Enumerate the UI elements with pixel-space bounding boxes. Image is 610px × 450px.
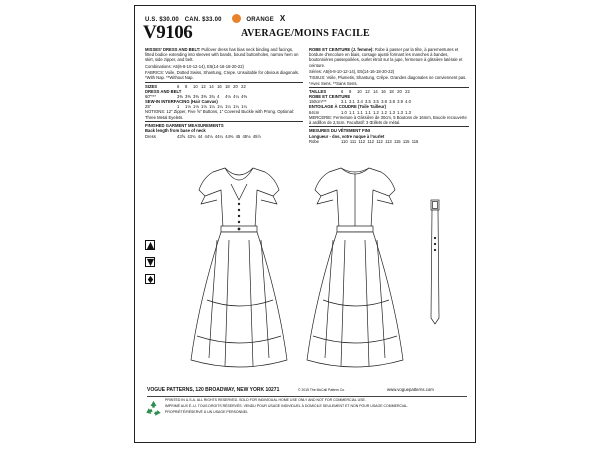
int-cell: 1.1: [357, 109, 363, 115]
int-cell: 1¼: [225, 104, 231, 110]
envelope-footer: [135, 386, 476, 442]
yard-cell: 3⅜: [193, 94, 199, 100]
metre-cell: 4.0: [405, 99, 411, 105]
int-cell: 1¼: [241, 104, 247, 110]
en-dress-label: Dress: [145, 133, 156, 139]
without-nap-symbol-icon: [145, 274, 155, 284]
dress-front-view: [187, 160, 291, 382]
length-cell: 111: [349, 138, 357, 144]
en-finished-title: FINISHED GARMENT MEASUREMENTS: [145, 123, 224, 129]
yard-cell: 4¼: [233, 94, 239, 100]
size-cell: 12: [365, 89, 370, 95]
en-notions: NOTIONS: 12" Zipper, Five ⅝" Buttons, 1" Covered Buckle with Prong. Optional: Three Metal Eyelets.: [145, 109, 294, 120]
int-cell: 1.2: [381, 109, 387, 115]
en-yard-label: 60"***: [145, 94, 157, 100]
size-cell: 22: [405, 89, 410, 95]
table-row: [309, 139, 421, 144]
fr-int-label: 64cm: [309, 109, 320, 115]
difficulty-level: AVERAGE/MOINS FACILE: [241, 28, 370, 39]
yard-cell: 3⅜: [177, 94, 183, 100]
fr-back-length: Longueur - dos, votre nuque à l'ourlet: [309, 133, 385, 139]
en-int-label: 25": [145, 104, 152, 110]
int-cell: 1: [177, 104, 180, 110]
fr-tailles-label: TAILLES: [309, 89, 327, 95]
size-cell: 16: [217, 83, 222, 89]
length-cell: 43¾: [187, 133, 196, 139]
length-cell: 113: [385, 138, 392, 144]
int-cell: 1.3: [405, 109, 411, 115]
recycle-icon: [145, 400, 162, 417]
size-cell: 8: [185, 83, 188, 89]
length-cell: 44¼: [214, 133, 224, 139]
fr-interfacing-label: ENTOILAGE À COUDRE (Toile Tailleur): [309, 104, 387, 110]
length-cell: 45⅛: [242, 133, 251, 139]
size-cell: 18: [389, 89, 394, 95]
with-nap-symbol-icon: [145, 257, 155, 267]
fr-finished-table: [309, 139, 421, 144]
personal-use-notice: PROPRIÉTÉ/RÉSERVÉ À UN USAGE PERSONNEL: [165, 410, 248, 414]
size-cell: 12: [201, 83, 206, 89]
en-interfacing-label: SEW-IN INTERFACING (Hair Canvas): [145, 99, 218, 105]
size-cell: 16: [381, 89, 386, 95]
length-cell: 112: [367, 138, 374, 144]
fr-finished-title: MESURES DU VÊTEMENT FINI: [309, 128, 370, 134]
price-can: CAN. $33.00: [184, 17, 222, 23]
price-us: U.S. $30.00: [145, 17, 179, 23]
fr-tissus: TISSUS: Voile, Plumetis, Shantung, Crêpe. Grandes diagonales ne conviennent pas. *Avec Sens. **Sans Sens.: [309, 75, 467, 86]
length-cell: 43⅝: [177, 133, 186, 139]
table-row: [145, 134, 263, 139]
belt-illustration: [425, 198, 445, 328]
metre-cell: 3.8: [381, 99, 387, 105]
en-size-table: [145, 84, 249, 109]
length-cell: 116: [411, 138, 419, 144]
en-title: MISSES' DRESS AND BELT:: [145, 47, 201, 52]
english-column: [145, 47, 303, 139]
fr-dress-belt-label: ROBE ET CEINTURE: [309, 94, 351, 100]
yard-cell: 3⅜: [185, 94, 191, 100]
size-cell: 10: [193, 83, 198, 89]
size-cell: 20: [397, 89, 402, 95]
en-fabrics: FABRICS: Voile, Dotted Swiss, Shantung, Crepe. Unsuitable for obvious diagonals. *With Nap. **Without Nap.: [145, 70, 300, 81]
company-address: VOGUE PATTERNS, 120 BROADWAY, NEW YORK 10271: [147, 387, 280, 393]
metre-cell: 3.5: [365, 99, 371, 105]
size-cell: 8: [349, 89, 352, 95]
length-cell: 44⅛: [204, 133, 213, 139]
size-cell: 20: [233, 83, 238, 89]
size-cell: 18: [225, 83, 230, 89]
int-cell: 1.2: [373, 109, 379, 115]
metre-cell: 3.8: [389, 99, 395, 105]
length-cell: 45: [235, 133, 241, 139]
length-cell: 112: [358, 138, 366, 144]
length-cell: 45½: [252, 133, 261, 139]
en-dress-belt-label: DRESS AND BELT: [145, 89, 182, 95]
length-cell: 112: [376, 138, 383, 144]
fr-size-table: [309, 89, 413, 114]
metre-cell: 3.5: [373, 99, 379, 105]
en-finished-table: [145, 134, 263, 139]
pattern-code: V9106: [143, 22, 193, 43]
fr-mercerie: MERCERIE: Fermeture à Glissière de 30cm, 5 Boutons de 16mm, Boucle recouverte à ardillon de 2,5cm. Facultatif: 3 Œillets de métal.: [309, 114, 467, 125]
length-cell: 115: [393, 138, 401, 144]
fabric-symbol-icon: [145, 240, 155, 250]
fr-description: Robe à passer par la tête, à parementures et bordure d'encolure en biais, corsage ajusté formant les manches à bandes, boutonnières passepoilées, ourlet étroit sur la jupe, fermeture à glissière latérale et ceinture.: [309, 47, 463, 68]
pattern-envelope-back: [134, 5, 476, 443]
color-label: ORANGE: [246, 17, 274, 23]
int-cell: 1⅛: [193, 104, 199, 110]
copyright: © 2015 The McCall Pattern Co.: [298, 388, 346, 392]
fr-title: ROBE ET CEINTURE (J. femme):: [309, 47, 374, 52]
int-cell: 1⅛: [185, 104, 191, 110]
metre-cell: 3.9: [397, 99, 403, 105]
int-cell: 1.1: [365, 109, 371, 115]
int-cell: 1⅛: [201, 104, 207, 110]
printed-notice-fr: IMPRIMÉ AUX É.-U. TOUS DROITS RÉSERVÉS. VENDU POUR USAGE INDIVIDUEL À DOMICILE SEULEMENT ET NON POUR USAGE COMMERCIAL.: [165, 404, 409, 408]
website: www.voguepatterns.com: [387, 387, 434, 392]
int-cell: 1.3: [397, 109, 403, 115]
en-combinations: Combinations: A5(6-8-10-12-14), E5(14-16-18-20-22): [145, 63, 244, 69]
yard-cell: 3¾: [209, 94, 215, 100]
en-back-length: Back length from base of neck: [145, 128, 206, 134]
yard-cell: 4⅜: [241, 94, 247, 100]
dress-back-view: [303, 160, 407, 382]
en-sizes-label: SIZES: [145, 83, 158, 89]
size-cell: 10: [357, 89, 362, 95]
yard-cell: 4: [217, 94, 220, 100]
metre-cell: 3.4: [357, 99, 363, 105]
int-cell: 1¼: [217, 104, 223, 110]
length-cell: 115: [402, 138, 410, 144]
en-description: Pullover dress has bias neck binding and facings, fitted bodice extending into sleeves with bands, bound buttonholes, narrow hem on skirt, side zipper, and belt.: [145, 47, 299, 63]
fr-dress-label: Robe: [309, 138, 320, 144]
fr-metre-label: 150cm***: [309, 99, 327, 105]
yard-cell: 4⅛: [225, 94, 231, 100]
metre-cell: 3.1: [341, 99, 347, 105]
length-cell: 44: [197, 133, 203, 139]
size-cell: 14: [209, 83, 214, 89]
int-cell: 1.1: [349, 109, 355, 115]
size-cell: 6: [341, 89, 344, 95]
french-column: [309, 47, 469, 144]
size-cell: 6: [177, 83, 180, 89]
size-cell: 14: [373, 89, 378, 95]
printed-notice-en: PRINTED IN U.S.A. ALL RIGHTS RESERVED. SOLD FOR INDIVIDUAL HOME USE ONLY AND NOT FOR COMMERCIAL USE.: [165, 398, 366, 402]
metre-cell: 3.1: [349, 99, 355, 105]
int-cell: 1¼: [233, 104, 239, 110]
length-cell: 110: [341, 138, 348, 144]
color-mark: X: [279, 14, 286, 23]
length-cell: 44⅜: [225, 133, 234, 139]
yard-cell: 3⅜: [201, 94, 207, 100]
int-cell: 1¼: [209, 104, 215, 110]
int-cell: 1.0: [341, 109, 347, 115]
fr-series: Séries: A5(6-8-10-12-14), E5(14-16-18-20-22): [309, 69, 395, 74]
int-cell: 1.3: [389, 109, 395, 115]
orange-dot-icon: [232, 14, 241, 23]
size-cell: 22: [241, 83, 246, 89]
